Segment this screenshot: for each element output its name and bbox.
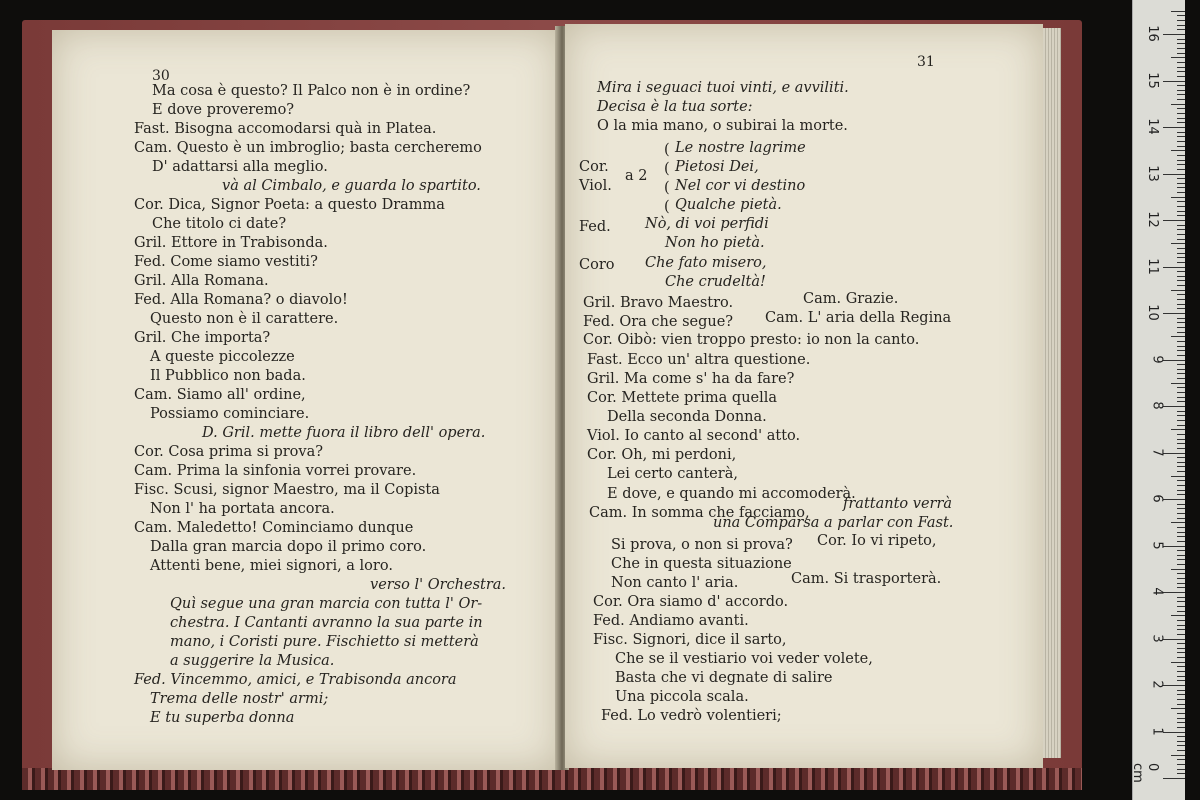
ruler-tick	[1177, 666, 1185, 667]
ruler-tick	[1171, 662, 1185, 663]
ruler-tick	[1177, 736, 1185, 737]
text-line: Cam. Prima la sinfonia vorrei provare.	[134, 463, 417, 479]
ruler-tick	[1177, 62, 1185, 63]
measuring-ruler	[1132, 0, 1185, 800]
text-line: Cor. Mettete prima quella	[587, 390, 778, 406]
ruler-tick	[1177, 490, 1185, 491]
ruler-tick	[1177, 773, 1185, 774]
ruler-tick	[1177, 573, 1185, 574]
ruler-tick	[1177, 727, 1185, 728]
ruler-number: 7	[1149, 447, 1165, 457]
ruler-tick	[1163, 546, 1185, 547]
ruler-tick	[1177, 67, 1185, 68]
text-line: Trema delle nostr' armi;	[150, 691, 329, 707]
ruler-tick	[1177, 113, 1185, 114]
ruler-tick	[1177, 541, 1185, 542]
ruler-tick	[1171, 104, 1185, 105]
ruler-tick	[1177, 229, 1185, 230]
ruler-tick	[1171, 243, 1185, 244]
ruler-number: 5	[1149, 540, 1165, 550]
text-line: Cam. L' aria della Regina	[765, 310, 952, 326]
page-number-right: 31	[917, 54, 935, 70]
ruler-tick	[1177, 676, 1185, 677]
ruler-tick	[1177, 136, 1185, 137]
ruler-tick	[1177, 527, 1185, 528]
text-line: a 2	[625, 168, 648, 184]
ruler-tick	[1177, 239, 1185, 240]
ruler-tick	[1177, 155, 1185, 156]
text-line: Fisc. Scusi, signor Maestro, ma il Copista	[134, 482, 440, 498]
ruler-tick	[1171, 383, 1185, 384]
ruler-tick	[1177, 25, 1185, 26]
ruler-tick	[1177, 285, 1185, 286]
ruler-tick	[1177, 48, 1185, 49]
ruler-tick	[1163, 406, 1185, 407]
ruler-tick	[1177, 43, 1185, 44]
ruler-tick	[1163, 592, 1185, 593]
ruler-tick	[1177, 625, 1185, 626]
text-line: Che titolo ci date?	[152, 216, 287, 232]
ruler-tick	[1177, 401, 1185, 402]
text-line: Gril. Ettore in Trabisonda.	[134, 235, 328, 251]
text-line: Fed. Vincemmo, amici, e Trabisonda ancora	[134, 672, 457, 688]
ruler-tick	[1177, 629, 1185, 630]
ruler-tick	[1163, 778, 1185, 779]
left-page	[52, 30, 560, 770]
ruler-tick	[1177, 257, 1185, 258]
text-line: Cor.	[579, 159, 609, 175]
ruler-tick	[1177, 364, 1185, 365]
ruler-tick	[1177, 457, 1185, 458]
ruler-tick	[1171, 522, 1185, 523]
ruler-tick	[1177, 699, 1185, 700]
ruler-tick	[1177, 253, 1185, 254]
text-line: Ma cosa è questo? Il Palco non è in ordine?	[152, 83, 471, 99]
ruler-tick	[1177, 94, 1185, 95]
ruler-tick	[1177, 294, 1185, 295]
ruler-tick	[1177, 411, 1185, 412]
ruler-tick	[1163, 453, 1185, 454]
text-line: Gril. Bravo Maestro.	[583, 295, 734, 311]
ruler-tick	[1177, 387, 1185, 388]
ruler-tick	[1177, 187, 1185, 188]
ruler-tick	[1177, 85, 1185, 86]
ruler-tick	[1171, 290, 1185, 291]
ruler-number: 14	[1145, 118, 1161, 135]
ruler-number: 9	[1149, 354, 1165, 364]
ruler-tick	[1177, 462, 1185, 463]
ruler-tick	[1177, 657, 1185, 658]
ruler-number: 12	[1145, 211, 1161, 228]
page-stack-edge	[1043, 28, 1061, 758]
ruler-tick	[1163, 685, 1185, 686]
text-line: E dove, e quando mi accomoderà.	[607, 486, 856, 502]
text-line: chestra. I Cantanti avranno la sua parte in	[170, 615, 483, 631]
ruler-tick	[1171, 476, 1185, 477]
ruler-tick	[1177, 704, 1185, 705]
ruler-tick	[1177, 29, 1185, 30]
ruler-tick	[1177, 192, 1185, 193]
ruler-tick	[1177, 741, 1185, 742]
text-line: Nel cor vi destino	[675, 178, 806, 194]
text-line: Gril. Alla Romana.	[134, 273, 269, 289]
ruler-tick	[1163, 34, 1185, 35]
ruler-tick	[1177, 132, 1185, 133]
text-line: D' adattarsi alla meglio.	[152, 159, 328, 175]
text-line: Qualche pietà.	[675, 197, 782, 213]
text-line: Non l' ha portata ancora.	[150, 501, 335, 517]
ruler-tick	[1177, 392, 1185, 393]
text-line: frattanto verrà	[843, 496, 953, 512]
text-line: O la mia mano, o subirai la morte.	[597, 118, 848, 134]
ruler-number: 8	[1149, 401, 1165, 410]
text-line: Una piccola scala.	[615, 689, 749, 705]
ruler-tick	[1177, 466, 1185, 467]
text-line: D. Gril. mette fuora il libro dell' opera.	[202, 425, 486, 441]
ruler-tick	[1177, 373, 1185, 374]
ruler-tick	[1177, 448, 1185, 449]
ruler-tick	[1177, 15, 1185, 16]
ruler-tick	[1177, 425, 1185, 426]
ruler-tick	[1177, 299, 1185, 300]
ruler-tick	[1177, 652, 1185, 653]
ruler-tick	[1177, 122, 1185, 123]
page-number-left: 30	[152, 68, 170, 84]
ruler-tick	[1177, 322, 1185, 323]
ruler-tick	[1177, 420, 1185, 421]
text-line: Cam. Maledetto! Cominciamo dunque	[134, 520, 414, 536]
text-line: Fed. Come siamo vestiti?	[134, 254, 318, 270]
ruler-tick	[1177, 108, 1185, 109]
ruler-tick	[1177, 555, 1185, 556]
ruler-tick	[1177, 518, 1185, 519]
ruler-tick	[1177, 532, 1185, 533]
ruler-tick	[1177, 434, 1185, 435]
ruler-tick	[1177, 99, 1185, 100]
text-line: Non canto l' aria.	[611, 575, 739, 591]
ruler-tick	[1177, 53, 1185, 54]
ruler-tick	[1177, 332, 1185, 333]
ruler-tick	[1177, 485, 1185, 486]
ruler-tick	[1177, 225, 1185, 226]
ruler-tick	[1177, 480, 1185, 481]
ruler-tick	[1171, 336, 1185, 337]
ruler-tick	[1177, 341, 1185, 342]
ruler-tick	[1177, 494, 1185, 495]
ruler-tick	[1177, 211, 1185, 212]
ruler-tick	[1177, 690, 1185, 691]
text-line: E tu superba donna	[150, 710, 295, 726]
text-line: Mira i seguaci tuoi vinti, e avviliti.	[597, 80, 849, 96]
text-line: Che in questa situazione	[611, 556, 792, 572]
ruler-tick	[1177, 578, 1185, 579]
ruler-number: 6	[1149, 494, 1165, 503]
text-line: Cor. Dica, Signor Poeta: a questo Dramma	[134, 197, 445, 213]
ruler-tick	[1163, 499, 1185, 500]
ruler-tick	[1171, 708, 1185, 709]
text-line: Cor. Ora siamo d' accordo.	[593, 594, 789, 610]
text-line: Fed. Ora che segue?	[583, 314, 734, 330]
ruler-tick	[1163, 220, 1185, 221]
brace: (	[664, 161, 670, 177]
ruler-tick	[1163, 360, 1185, 361]
ruler-number: 15	[1145, 71, 1161, 89]
text-line: Si prova, o non si prova?	[611, 537, 793, 553]
text-line: Quì segue una gran marcia con tutta l' Or-	[170, 596, 483, 612]
ruler-number: 4	[1149, 587, 1165, 596]
text-line: Cor. Oibò: vien troppo presto: io non la canto.	[583, 332, 920, 348]
text-line: Fast. Bisogna accomodarsi quà in Platea.	[134, 121, 437, 137]
ruler-tick	[1171, 197, 1185, 198]
ruler-tick	[1177, 508, 1185, 509]
ruler-tick	[1177, 671, 1185, 672]
ruler-tick	[1171, 615, 1185, 616]
text-line: verso l' Orchestra.	[370, 577, 507, 593]
ruler-tick	[1177, 606, 1185, 607]
text-line: Gril. Che importa?	[134, 330, 271, 346]
text-line: a suggerire la Musica.	[170, 653, 335, 669]
brace: (	[664, 199, 670, 215]
text-line: una Comparsa a parlar con Fast.	[713, 515, 954, 531]
ruler-number: 10	[1145, 304, 1161, 321]
text-line: Il Pubblico non bada.	[150, 368, 306, 384]
ruler-tick	[1177, 248, 1185, 249]
text-line: Decisa è la tua sorte:	[597, 99, 753, 115]
ruler-tick	[1177, 271, 1185, 272]
ruler-tick	[1177, 164, 1185, 165]
text-line: Della seconda Donna.	[607, 409, 767, 425]
ruler-tick	[1177, 601, 1185, 602]
ruler-tick	[1177, 308, 1185, 309]
right-page	[565, 24, 1043, 768]
text-line: Coro	[579, 257, 615, 273]
ruler-tick	[1177, 318, 1185, 319]
text-line: Che crudeltà!	[665, 274, 766, 290]
ruler-tick	[1177, 369, 1185, 370]
ruler-number: 13	[1145, 164, 1161, 182]
ruler-tick	[1177, 141, 1185, 142]
ruler-tick	[1177, 648, 1185, 649]
ruler-tick	[1171, 429, 1185, 430]
ruler-tick	[1163, 174, 1185, 175]
ruler-tick	[1177, 620, 1185, 621]
text-line: Fed. Andiamo avanti.	[593, 613, 749, 629]
text-line: Lei certo canterà,	[607, 466, 738, 482]
ruler-tick	[1177, 536, 1185, 537]
ruler-tick	[1177, 564, 1185, 565]
text-line: và al Cimbalo, e guarda lo spartito.	[222, 178, 481, 194]
ruler-tick	[1177, 759, 1185, 760]
text-line: Pietosi Dei,	[675, 159, 759, 175]
text-line: Basta che vi degnate di salire	[615, 670, 833, 686]
text-line: Cam. Siamo all' ordine,	[134, 387, 306, 403]
ruler-tick	[1177, 764, 1185, 765]
ruler-tick	[1177, 713, 1185, 714]
ruler-tick	[1171, 11, 1185, 12]
ruler-tick	[1177, 234, 1185, 235]
text-line: Viol.	[579, 178, 612, 194]
ruler-tick	[1177, 587, 1185, 588]
ruler-tick	[1177, 215, 1185, 216]
text-line: mano, i Coristi pure. Fischietto si metterà	[170, 634, 479, 650]
ruler-tick	[1177, 550, 1185, 551]
text-line: Fed. Lo vedrò volentieri;	[601, 708, 782, 724]
text-line: Viol. Io canto al second' atto.	[587, 428, 801, 444]
ruler-tick	[1177, 201, 1185, 202]
text-line: E dove proveremo?	[152, 102, 295, 118]
ruler-tick	[1177, 611, 1185, 612]
ruler-tick	[1171, 150, 1185, 151]
text-line: Questo non è il carattere.	[150, 311, 339, 327]
text-line: Dalla gran marcia dopo il primo coro.	[150, 539, 427, 555]
text-line: Cor. Cosa prima si prova?	[134, 444, 323, 460]
text-line: Cam. Questo è un imbroglio; basta cercheremo	[134, 140, 482, 156]
text-line: Cor. Io vi ripeto,	[817, 533, 937, 549]
ruler-tick	[1177, 504, 1185, 505]
ruler-tick	[1177, 643, 1185, 644]
text-line: Nò, di voi perfidi	[645, 216, 769, 232]
text-line: Le nostre lagrime	[675, 140, 806, 156]
ruler-tick	[1177, 439, 1185, 440]
ruler-tick	[1177, 694, 1185, 695]
ruler-tick	[1163, 313, 1185, 314]
ruler-tick	[1177, 745, 1185, 746]
text-line: Fast. Ecco un' altra questione.	[587, 352, 811, 368]
text-line: Che se il vestiario voi veder volete,	[615, 651, 873, 667]
text-line: Gril. Ma come s' ha da fare?	[587, 371, 795, 387]
ruler-tick	[1177, 20, 1185, 21]
text-line: Possiamo cominciare.	[150, 406, 310, 422]
ruler-tick	[1177, 583, 1185, 584]
text-line: Non ho pietà.	[665, 235, 765, 251]
brace: (	[664, 180, 670, 196]
text-line: Cam. In somma che facciamo,	[589, 505, 810, 521]
text-line: Attenti bene, miei signori, a loro.	[150, 558, 393, 574]
ruler-tick	[1177, 304, 1185, 305]
ruler-tick	[1177, 378, 1185, 379]
ruler-tick	[1177, 346, 1185, 347]
ruler-tick	[1177, 355, 1185, 356]
brace: (	[664, 142, 670, 158]
ruler-tick	[1177, 513, 1185, 514]
ruler-tick	[1177, 680, 1185, 681]
text-line: Che fato misero,	[645, 255, 767, 271]
ruler-tick	[1177, 350, 1185, 351]
ruler-tick	[1163, 732, 1185, 733]
ruler-tick	[1177, 76, 1185, 77]
text-line: Cam. Grazie.	[803, 291, 899, 307]
ruler-tick	[1177, 769, 1185, 770]
ruler-tick	[1177, 443, 1185, 444]
text-line: A queste piccolezze	[150, 349, 295, 365]
ruler-number: 3	[1149, 633, 1165, 643]
ruler-tick	[1177, 471, 1185, 472]
ruler-tick	[1177, 750, 1185, 751]
ruler-tick	[1177, 39, 1185, 40]
ruler-tick	[1177, 206, 1185, 207]
ruler-tick	[1171, 755, 1185, 756]
ruler-tick	[1177, 262, 1185, 263]
ruler-tick	[1177, 634, 1185, 635]
ruler-tick	[1177, 71, 1185, 72]
ruler-tick	[1163, 267, 1185, 268]
text-line: Fed.	[579, 219, 611, 235]
ruler-tick	[1177, 118, 1185, 119]
ruler-tick	[1177, 597, 1185, 598]
ruler-tick	[1177, 90, 1185, 91]
ruler-tick	[1177, 146, 1185, 147]
ruler-tick	[1177, 415, 1185, 416]
ruler-tick	[1177, 178, 1185, 179]
text-line: Fed. Alla Romana? o diavolo!	[134, 292, 348, 308]
ruler-tick	[1177, 169, 1185, 170]
text-line: Fisc. Signori, dice il sarto,	[593, 632, 787, 648]
text-line: Cor. Oh, mi perdoni,	[587, 447, 737, 463]
ruler-tick	[1163, 639, 1185, 640]
ruler-tick	[1177, 722, 1185, 723]
ruler-tick	[1163, 81, 1185, 82]
ruler-tick	[1177, 397, 1185, 398]
ruler-tick	[1171, 569, 1185, 570]
ruler-number: 16	[1145, 25, 1161, 42]
ruler-tick	[1177, 183, 1185, 184]
ruler-tick	[1177, 160, 1185, 161]
ruler-tick	[1163, 127, 1185, 128]
ruler-number: 1	[1149, 726, 1165, 736]
ruler-tick	[1177, 559, 1185, 560]
ruler-tick	[1177, 276, 1185, 277]
ruler-number: 2	[1149, 680, 1165, 689]
ruler-tick	[1177, 718, 1185, 719]
ruler-tick	[1177, 327, 1185, 328]
text-line: Cam. Si trasporterà.	[791, 571, 942, 587]
ruler-tick	[1171, 57, 1185, 58]
ruler-number: 11	[1145, 257, 1161, 275]
ruler-tick	[1177, 280, 1185, 281]
ruler-unit: 0 cm	[1130, 763, 1160, 783]
